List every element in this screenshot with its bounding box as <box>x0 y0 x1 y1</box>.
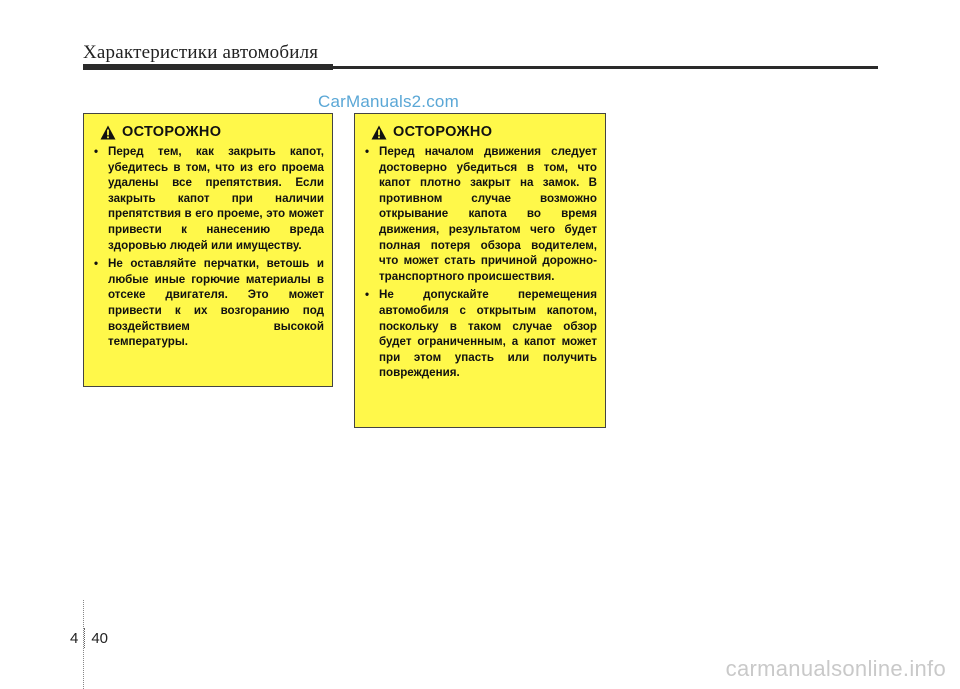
warning-item-text: Перед началом движения следует достоверно убедиться в том, что капот плотно закрыт на замок. В противном случае возможно открывание капота во время движения, результатом чего будет полная потеря обзора водителем, что может стать причиной дорожно-транспортного происшествия. <box>379 145 597 283</box>
warning-item <box>92 144 324 253</box>
page-number-value: 40 <box>91 629 109 647</box>
warning-list <box>92 144 324 350</box>
warning-header <box>100 124 324 140</box>
warning-triangle-icon <box>100 125 116 140</box>
chapter-number: 4 <box>70 629 79 647</box>
watermark-bottom: carmanualsonline.info <box>725 656 946 681</box>
warning-item <box>92 256 324 350</box>
warning-box-before-driving <box>354 113 606 428</box>
warning-item-text: Не допускайте перемещения автомобиля с открытым капотом, поскольку в таком случае обзор будет ограниченным, а капот может при этом упасть или получить повреждения. <box>379 288 597 380</box>
warning-triangle-icon <box>371 125 387 140</box>
page-header-title: Характеристики автомобиля <box>83 42 319 63</box>
watermark-top: CarManuals2.com <box>318 92 459 111</box>
warning-item <box>363 287 597 381</box>
warning-title: ОСТОРОЖНО <box>393 124 493 140</box>
warning-item-text: Не оставляйте перчатки, ветошь и любые иные горючие материалы в отсеке двигателя. Это может привести к их возгоранию под воздействием высокой температуры. <box>108 257 324 349</box>
warning-item-text: Перед тем, как закрыть капот, убедитесь в том, что из его проема удалены все препятствия. Если закрыть капот при наличии препятствия в его проеме, это может привести к нанесению вреда здоровью людей или имуществу. <box>108 145 324 252</box>
page-number-separator <box>84 628 85 648</box>
bullet-icon: • <box>94 145 99 158</box>
warning-list <box>363 144 597 381</box>
warning-title: ОСТОРОЖНО <box>122 124 222 140</box>
warning-header <box>371 124 597 140</box>
bullet-icon: • <box>365 145 370 158</box>
bullet-icon: • <box>365 288 370 302</box>
header-rule-accent <box>83 64 333 70</box>
warning-box-hood-closing <box>83 113 333 387</box>
page-number <box>70 628 108 648</box>
bullet-icon: • <box>94 257 99 271</box>
warning-item <box>363 144 597 284</box>
